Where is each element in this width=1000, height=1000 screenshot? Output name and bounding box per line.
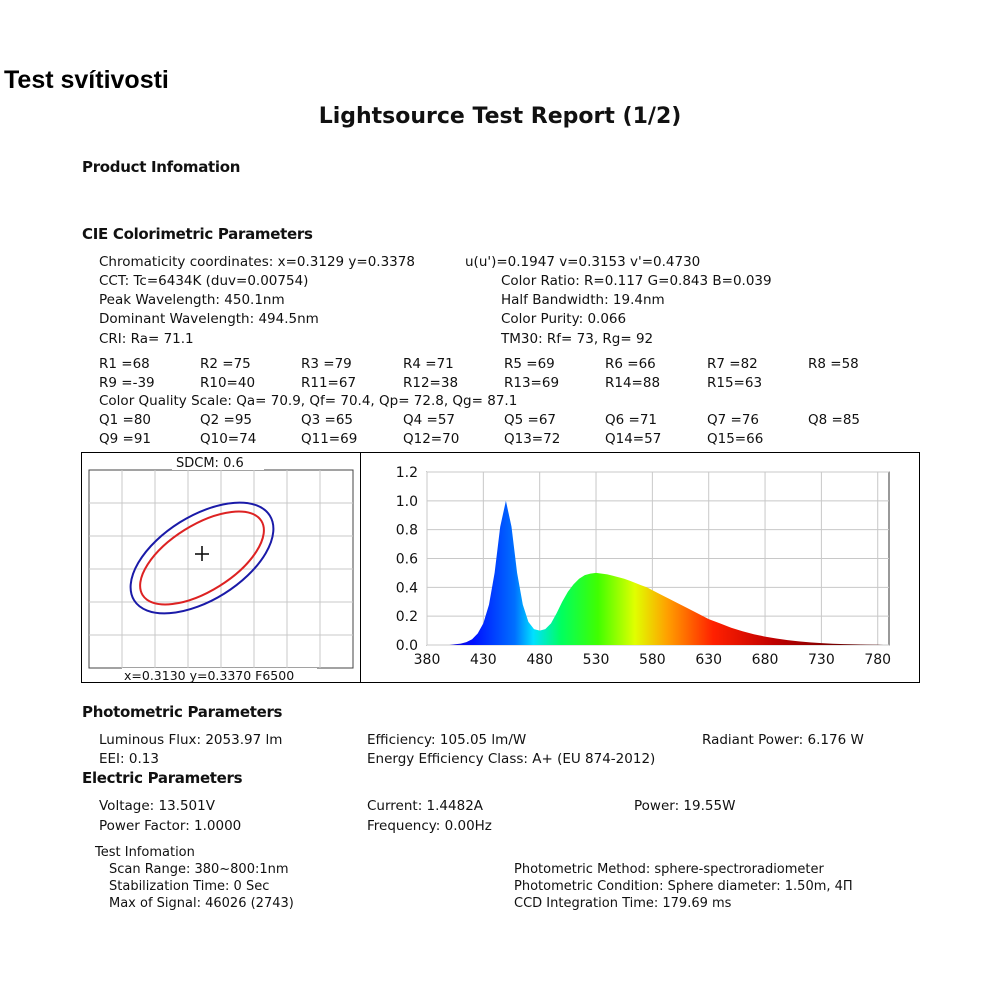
dominant-wavelength: Dominant Wavelength: 494.5nm <box>99 311 319 327</box>
cct-value: CCT: Tc=6434K (duv=0.00754) <box>99 273 309 289</box>
q-value: Q3 =65 <box>301 412 353 428</box>
q-value: Q5 =67 <box>504 412 556 428</box>
q-value: Q15=66 <box>707 431 764 447</box>
x-tick-label: 630 <box>695 652 723 668</box>
q-value: Q14=57 <box>605 431 662 447</box>
r-value: R13=69 <box>504 375 560 391</box>
eei-value: EEI: 0.13 <box>99 751 159 767</box>
r-value: R2 =75 <box>200 356 251 372</box>
r-value: R10=40 <box>200 375 256 391</box>
q-value: Q4 =57 <box>403 412 455 428</box>
report-title: Lightsource Test Report (1/2) <box>318 104 682 129</box>
r-value: R5 =69 <box>504 356 555 372</box>
photometric-condition: Photometric Condition: Sphere diameter: 1.50m, 4Π <box>514 879 853 894</box>
y-tick-label: 0.6 <box>395 551 418 568</box>
tm30-value: TM30: Rf= 73, Rg= 92 <box>501 331 654 347</box>
y-tick-label: 0.8 <box>395 522 418 539</box>
q-value: Q1 =80 <box>99 412 151 428</box>
scan-range: Scan Range: 380~800:1nm <box>109 862 289 877</box>
voltage: Voltage: 13.501V <box>99 798 215 814</box>
q-value: Q13=72 <box>504 431 561 447</box>
luminous-flux: Luminous Flux: 2053.97 lm <box>99 732 283 748</box>
test-info-heading: Test Infomation <box>95 845 195 860</box>
r-value: R12=38 <box>403 375 459 391</box>
sdcm-panel <box>81 452 361 683</box>
r-value: R4 =71 <box>403 356 454 372</box>
page-title: Test svítivosti <box>4 66 169 94</box>
spectrum-chart <box>361 453 919 682</box>
q-value: Q8 =85 <box>808 412 860 428</box>
color-ratio: Color Ratio: R=0.117 G=0.843 B=0.039 <box>501 273 772 289</box>
spectrum-panel <box>360 452 920 683</box>
x-tick-label: 730 <box>808 652 835 668</box>
r-value: R15=63 <box>707 375 763 391</box>
r-value: R3 =79 <box>301 356 352 372</box>
x-tick-label: 380 <box>413 652 441 668</box>
ccd-integration-time: CCD Integration Time: 179.69 ms <box>514 896 732 911</box>
q-value: Q11=69 <box>301 431 358 447</box>
q-value: Q6 =71 <box>605 412 657 428</box>
q-value: Q9 =91 <box>99 431 151 447</box>
sdcm-ellipse-chart <box>82 453 360 682</box>
r-value: R6 =66 <box>605 356 656 372</box>
r-value: R1 =68 <box>99 356 150 372</box>
cie-heading: CIE Colorimetric Parameters <box>82 225 313 243</box>
r-value: R14=88 <box>605 375 661 391</box>
sdcm-label: SDCM: 0.6 <box>176 456 244 471</box>
electric-heading: Electric Parameters <box>82 769 243 787</box>
y-tick-label: 1.0 <box>395 493 418 510</box>
y-tick-label: 0.2 <box>395 609 418 626</box>
cri-value: CRI: Ra= 71.1 <box>99 331 194 347</box>
product-info-heading: Product Infomation <box>82 158 241 176</box>
efficiency: Efficiency: 105.05 lm/W <box>367 732 527 748</box>
r-value: R9 =-39 <box>99 375 155 391</box>
energy-efficiency-class: Energy Efficiency Class: A+ (EU 874-2012) <box>367 751 656 767</box>
current: Current: 1.4482A <box>367 798 484 814</box>
max-of-signal: Max of Signal: 46026 (2743) <box>109 896 294 911</box>
x-tick-label: 480 <box>526 652 554 668</box>
stabilization-time: Stabilization Time: 0 Sec <box>109 879 270 894</box>
q-value: Q2 =95 <box>200 412 252 428</box>
photometric-heading: Photometric Parameters <box>82 703 283 721</box>
color-purity: Color Purity: 0.066 <box>501 311 627 327</box>
ellipse-center-label: x=0.3130 y=0.3370 F6500 <box>124 668 295 682</box>
y-tick-label: 0.4 <box>395 580 418 597</box>
half-bandwidth: Half Bandwidth: 19.4nm <box>501 292 665 308</box>
frequency: Frequency: 0.00Hz <box>367 818 492 834</box>
peak-wavelength: Peak Wavelength: 450.1nm <box>99 292 285 308</box>
q-value: Q12=70 <box>403 431 460 447</box>
x-tick-label: 430 <box>469 652 497 668</box>
power: Power: 19.55W <box>634 798 736 814</box>
x-tick-label: 530 <box>582 652 610 668</box>
radiant-power: Radiant Power: 6.176 W <box>702 732 864 748</box>
x-tick-label: 780 <box>864 652 892 668</box>
x-tick-label: 580 <box>638 652 666 668</box>
uv-coordinates: u(u')=0.1947 v=0.3153 v'=0.4730 <box>465 254 701 270</box>
r-value: R7 =82 <box>707 356 758 372</box>
q-value: Q10=74 <box>200 431 257 447</box>
y-tick-label: 0.0 <box>395 638 418 654</box>
y-tick-label: 1.2 <box>395 465 418 481</box>
r-value: R11=67 <box>301 375 357 391</box>
chromaticity-coordinates: Chromaticity coordinates: x=0.3129 y=0.3378 <box>99 254 415 270</box>
power-factor: Power Factor: 1.0000 <box>99 818 242 834</box>
r-value: R8 =58 <box>808 356 859 372</box>
q-value: Q7 =76 <box>707 412 759 428</box>
x-tick-label: 680 <box>751 652 779 668</box>
color-quality-scale: Color Quality Scale: Qa= 70.9, Qf= 70.4, Qp= 72.8, Qg= 87.1 <box>99 393 518 409</box>
photometric-method: Photometric Method: sphere-spectroradiometer <box>514 862 824 877</box>
